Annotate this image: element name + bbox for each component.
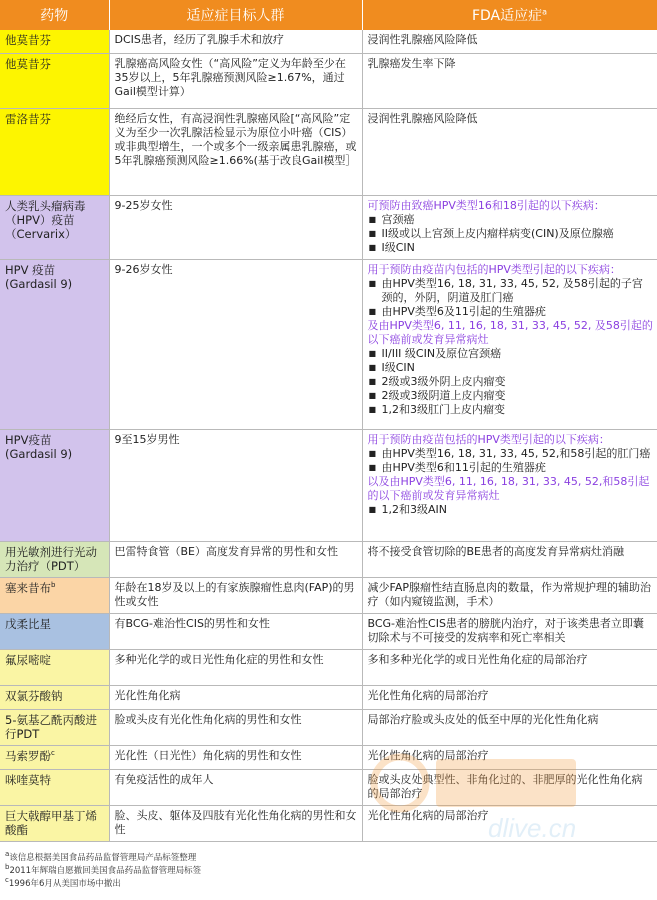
fda-cell: 乳腺癌发生率下降 — [362, 53, 657, 108]
drug-cell: 双氯芬酸钠 — [0, 685, 109, 709]
fda-cell — [362, 259, 657, 429]
table-header-row — [0, 0, 657, 30]
list-item: ■ 由HPV类型6和11引起的生殖器疣 — [382, 461, 654, 475]
fda-intro-secondary: 以及由HPV类型6, 11, 16, 18, 31, 33, 45, 52,和58引起的以下癌前或发育异常病灶 — [367, 474, 650, 502]
target-cell: 有BCG-难治性CIS的男性和女性 — [109, 613, 362, 649]
table-row — [0, 649, 657, 685]
table-row — [0, 745, 657, 769]
target-cell: 巴雷特食管（BE）高度发育异常的男性和女性 — [109, 541, 362, 577]
table-row — [0, 613, 657, 649]
drug-cell — [0, 745, 109, 769]
footnote — [5, 852, 201, 865]
footnotes — [5, 852, 201, 891]
fda-cell: 浸润性乳腺癌风险降低 — [362, 30, 657, 53]
drug-name: 塞来昔布 — [5, 580, 51, 595]
target-cell: 9至15岁男性 — [109, 429, 362, 541]
drug-name: 马索罗酚 — [5, 748, 51, 763]
drug-cell: HPV 疫苗 (Gardasil 9) — [0, 259, 109, 429]
fda-cell: BCG-难治性CIS患者的膀胱内治疗，对于该类患者立即囊切除术与不可接受的发病率和死亡率相关 — [362, 613, 657, 649]
drug-cell: 雷洛昔芬 — [0, 108, 109, 195]
fda-cell — [362, 429, 657, 541]
drug-sup: b — [51, 580, 56, 589]
drug-sup: c — [51, 748, 55, 757]
target-cell: 年龄在18岁及以上的有家族腺瘤性息肉(FAP)的男性或女性 — [109, 577, 362, 613]
table-row — [0, 195, 657, 259]
list-item: ■ 2级或3级阴道上皮内瘤变 — [382, 389, 654, 403]
target-cell: 光化性角化病 — [109, 685, 362, 709]
drug-cell: 他莫昔芬 — [0, 30, 109, 53]
footnote — [5, 878, 201, 891]
table-row — [0, 577, 657, 613]
footnote-sup: a — [5, 850, 10, 859]
target-cell: 乳腺癌高风险女性（“高风险”定义为年龄至少在35岁以上，5年乳腺癌预测风险≥1.67%，通过Gail模型计算） — [109, 53, 362, 108]
list-item: ■ 宫颈癌 — [382, 213, 654, 227]
fda-cell: 光化性角化病的局部治疗 — [362, 745, 657, 769]
fda-cell: 将不接受食管切除的BE患者的高度发育异常病灶消融 — [362, 541, 657, 577]
target-cell: 脸或头皮有光化性角化病的男性和女性 — [109, 709, 362, 745]
fda-cell: 局部治疗脸或头皮处的低至中厚的光化性角化病 — [362, 709, 657, 745]
drug-cell: 5-氨基乙酰丙酸进行PDT — [0, 709, 109, 745]
drug-cell: 用光敏剂进行光动力治疗（PDT） — [0, 541, 109, 577]
list-item: ■ 由HPV类型16, 18, 31, 33, 45, 52, 及58引起的子宫颈的，外阴，阴道及肛门癌 — [382, 277, 654, 305]
fda-cell: 脸或头皮处典型性、非角化过的、非肥厚的光化性角化病的局部治疗 — [362, 769, 657, 805]
drug-cell: 人类乳头瘤病毒（HPV）疫苗（Cervarix） — [0, 195, 109, 259]
header-fda-indication — [362, 0, 657, 30]
table-row — [0, 108, 657, 195]
target-cell: 光化性（日光性）角化病的男性和女性 — [109, 745, 362, 769]
drug-cell: 巨大戟醇甲基丁烯酸酯 — [0, 805, 109, 841]
fda-list — [368, 277, 654, 319]
list-item: ■ II/III 级CIN及原位宫颈癌 — [382, 347, 654, 361]
fda-list-secondary — [368, 503, 654, 517]
target-cell: 有免疫活性的成年人 — [109, 769, 362, 805]
target-cell: 9-25岁女性 — [109, 195, 362, 259]
table-row — [0, 709, 657, 745]
fda-intro: 可预防由致癌HPV类型16和18引起的以下疾病： — [367, 198, 605, 212]
list-item: ■ II级或以上宫颈上皮内瘤样病变(CIN)及原位腺癌 — [382, 227, 654, 241]
table-row — [0, 429, 657, 541]
footnote-text: 2011年辉瑞自愿撤回美国食品药品监督管理局标签 — [9, 866, 202, 876]
table-row — [0, 541, 657, 577]
footnote-text: 1996年6月从美国市场中撤出 — [8, 879, 121, 889]
fda-list-secondary — [368, 347, 654, 417]
drug-cell: 氟尿嘧啶 — [0, 649, 109, 685]
list-item: ■ I级CIN — [382, 241, 654, 255]
table-row — [0, 259, 657, 429]
footnote — [5, 865, 201, 878]
table-row — [0, 805, 657, 841]
target-cell: 脸、头皮、躯体及四肢有光化性角化病的男性和女性 — [109, 805, 362, 841]
list-item: ■ 2级或3级外阴上皮内瘤变 — [382, 375, 654, 389]
header-target-population: 适应症目标人群 — [109, 0, 362, 30]
list-item: ■ I级CIN — [382, 361, 654, 375]
target-cell: 9-26岁女性 — [109, 259, 362, 429]
target-cell: 多种光化学的或日光性角化症的男性和女性 — [109, 649, 362, 685]
header-drug: 药物 — [0, 0, 109, 30]
drug-cell: 戊柔比星 — [0, 613, 109, 649]
list-item: ■ 由HPV类型16, 18, 31, 33, 45, 52,和58引起的肛门癌 — [382, 447, 654, 461]
fda-list — [368, 447, 654, 475]
target-cell: 绝经后女性，有高浸润性乳腺癌风险[“高风险”定义为至少一次乳腺活检显示为原位小叶癌（CIS）或非典型增生，一个或多个一级亲属患乳腺癌，或5年乳腺癌预测风险≥1.66%(基于改良Gail模型］ — [109, 108, 362, 195]
table-row — [0, 685, 657, 709]
fda-intro-secondary: 及由HPV类型6, 11, 16, 18, 31, 33, 45, 52, 及58引起的以下癌前或发育异常病灶 — [367, 318, 653, 346]
list-item: ■ 1,2和3级AIN — [382, 503, 654, 517]
list-item: ■ 1,2和3级肛门上皮内瘤变 — [382, 403, 654, 417]
fda-cell: 多和多种光化学的或日光性角化症的局部治疗 — [362, 649, 657, 685]
header-fda-sup: a — [542, 7, 548, 17]
target-cell: DCIS患者，经历了乳腺手术和放疗 — [109, 30, 362, 53]
drug-cell: 咪喹莫特 — [0, 769, 109, 805]
drug-cell: HPV疫苗 (Gardasil 9) — [0, 429, 109, 541]
fda-list — [368, 213, 654, 255]
table-row — [0, 30, 657, 53]
fda-cell: 减少FAP腺瘤性结直肠息肉的数量，作为常规护理的辅助治疗（如内窥镜监测，手术） — [362, 577, 657, 613]
drug-cell — [0, 577, 109, 613]
fda-cell: 光化性角化病的局部治疗 — [362, 685, 657, 709]
fda-intro: 用于预防由疫苗内包括的HPV类型引起的以下疾病： — [367, 262, 621, 276]
table-row — [0, 769, 657, 805]
table-row — [0, 53, 657, 108]
fda-intro: 用于预防由疫苗包括的HPV类型引起的以下疾病： — [367, 432, 610, 446]
header-fda-label: FDA适应症 — [471, 8, 543, 24]
fda-cell: 浸润性乳腺癌风险降低 — [362, 108, 657, 195]
footnote-sup: c — [5, 876, 9, 885]
list-item: ■ 由HPV类型6及11引起的生殖器疣 — [382, 305, 654, 319]
footnote-sup: b — [5, 863, 10, 872]
drug-cell: 他莫昔芬 — [0, 53, 109, 108]
fda-cell: 光化性角化病的局部治疗 — [362, 805, 657, 841]
fda-cell — [362, 195, 657, 259]
watermark-text: dlive.cn — [488, 813, 577, 843]
footnote-text: 该信息根据美国食品药品监督管理局产品标签整理 — [9, 853, 197, 863]
